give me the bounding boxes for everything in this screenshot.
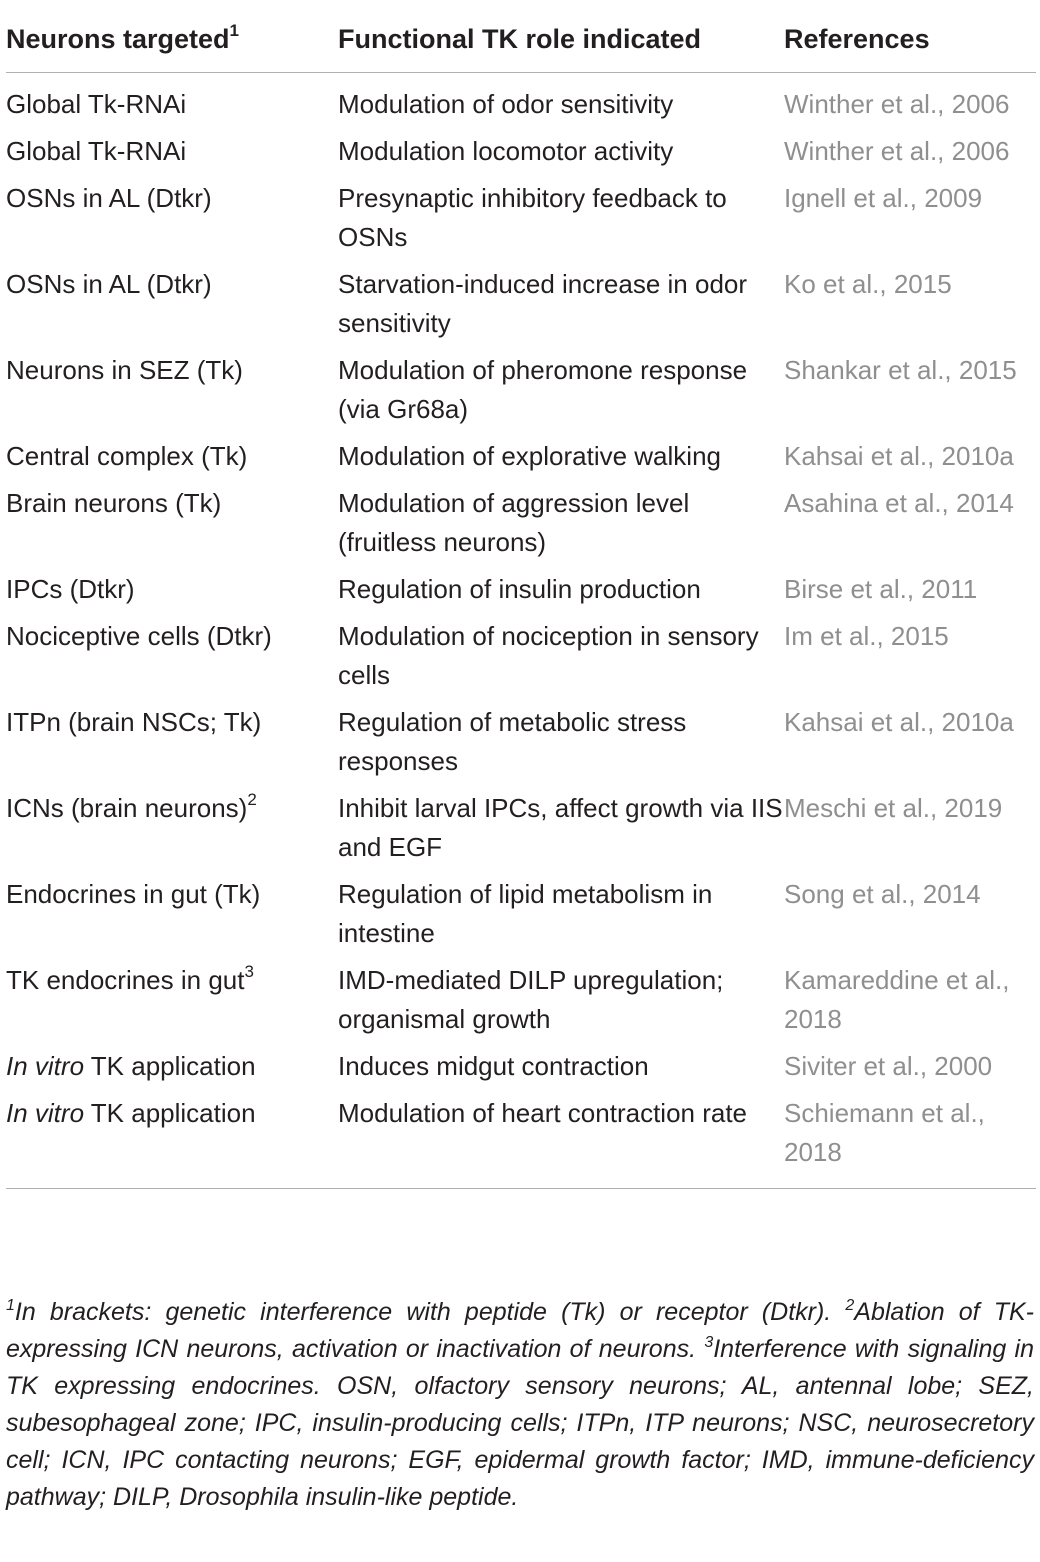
cell-neurons-targeted: [6, 1047, 338, 1094]
cell-reference: Kamareddine et al., 2018: [784, 965, 1010, 1034]
cell-neurons-targeted: [6, 132, 338, 179]
tk-function-table: [6, 0, 1036, 1189]
cell-functional-role: Modulation of nociception in sensory cells: [338, 621, 759, 690]
cell-text: TK endocrines in gut: [6, 965, 245, 995]
cell-reference: Song et al., 2014: [784, 879, 981, 909]
cell-neurons-targeted: [6, 265, 338, 351]
header-references: References: [784, 24, 930, 54]
header-neurons-targeted: Neurons targeted$^1$: [6, 21, 240, 54]
cell-text: IPCs (Dtkr): [6, 574, 135, 604]
table-row: [6, 703, 1036, 789]
cell-functional-role: Modulation of odor sensitivity: [338, 89, 674, 119]
table-row: [6, 437, 1036, 484]
cell-text: Global Tk-RNAi: [6, 136, 187, 166]
cell-text: ITPn (brain NSCs; Tk): [6, 707, 262, 737]
table-row: [6, 132, 1036, 179]
cell-reference: Siviter et al., 2000: [784, 1051, 993, 1081]
table-row: [6, 265, 1036, 351]
cell-italic-prefix: In vitro: [6, 1051, 85, 1081]
cell-functional-role: Regulation of insulin production: [338, 574, 701, 604]
cell-neurons-targeted: [6, 570, 338, 617]
cell-neurons-targeted: [6, 351, 338, 437]
cell-reference: Winther et al., 2006: [784, 89, 1010, 119]
cell-neurons-targeted: [6, 179, 338, 265]
cell-text: OSNs in AL (Dtkr): [6, 269, 212, 299]
cell-reference: Asahina et al., 2014: [784, 488, 1014, 518]
cell-neurons-targeted: [6, 875, 338, 961]
cell-italic-prefix: In vitro: [6, 1098, 85, 1128]
cell-functional-role: Presynaptic inhibitory feedback to OSNs: [338, 183, 727, 252]
cell-reference: Ko et al., 2015: [784, 269, 952, 299]
cell-reference: Winther et al., 2006: [784, 136, 1010, 166]
header-row: [6, 0, 1036, 73]
footnote-marker-2: 2: [845, 1296, 855, 1314]
cell-text: TK application: [84, 1098, 256, 1128]
cell-reference: Kahsai et al., 2010a: [784, 707, 1014, 737]
table-row: [6, 1047, 1036, 1094]
footnote-marker: 2: [247, 790, 257, 810]
table-row: [6, 617, 1036, 703]
footnote-text-3: Interference with signaling in TK expressing endocrines. OSN, olfactory sensory neurons; AL, antennal lobe; SEZ, subesophageal zone; IPC, insulin-producing cells; ITPn, ITP neurons; NSC, neurosecretory cell; ICN, IPC contacting neurons; EGF, epidermal growth factor; IMD, immune-deficiency pathway; DILP, Drosophila insulin-like peptide.: [6, 1335, 1034, 1511]
cell-text: Central complex (Tk): [6, 441, 248, 471]
cell-neurons-targeted: [6, 437, 338, 484]
cell-functional-role: Modulation locomotor activity: [338, 136, 674, 166]
cell-functional-role: Modulation of heart contraction rate: [338, 1098, 748, 1128]
cell-neurons-targeted: [6, 961, 338, 1047]
table-row: [6, 1094, 1036, 1189]
table-row: [6, 73, 1036, 133]
cell-reference: Meschi et al., 2019: [784, 793, 1003, 823]
footnote-marker-3: 3: [704, 1333, 714, 1351]
cell-neurons-targeted: [6, 1094, 338, 1189]
cell-text: Brain neurons (Tk): [6, 488, 222, 518]
table-row: [6, 961, 1036, 1047]
cell-functional-role: Regulation of lipid metabolism in intestine: [338, 879, 713, 948]
footnote-marker-1: 1: [6, 1296, 15, 1314]
table-row: [6, 484, 1036, 570]
table-row: [6, 179, 1036, 265]
cell-neurons-targeted: [6, 789, 338, 875]
cell-text: OSNs in AL (Dtkr): [6, 183, 212, 213]
table-row: [6, 789, 1036, 875]
cell-functional-role: Inhibit larval IPCs, affect growth via IIS and EGF: [338, 793, 783, 862]
cell-reference: Schiemann et al., 2018: [784, 1098, 985, 1167]
cell-neurons-targeted: [6, 73, 338, 133]
cell-functional-role: IMD-mediated DILP upregulation; organismal growth: [338, 965, 724, 1034]
footnote-text-2: Ablation of TK-expressing ICN neurons, activation or inactivation of neurons.: [6, 1298, 1035, 1363]
cell-functional-role: Modulation of pheromone response (via Gr68a): [338, 355, 748, 424]
footnote-marker: 3: [244, 962, 254, 982]
cell-neurons-targeted: [6, 617, 338, 703]
cell-reference: Kahsai et al., 2010a: [784, 441, 1014, 471]
cell-text: Endocrines in gut (Tk): [6, 879, 261, 909]
footnote-text-1: In brackets: genetic interference with peptide (Tk) or receptor (Dtkr).: [14, 1298, 846, 1326]
table-header: [6, 0, 1036, 73]
cell-reference: Shankar et al., 2015: [784, 355, 1017, 385]
cell-neurons-targeted: [6, 703, 338, 789]
cell-text: Global Tk-RNAi: [6, 89, 187, 119]
table-body: [6, 73, 1036, 1189]
cell-functional-role: Induces midgut contraction: [338, 1051, 649, 1081]
table-row: [6, 570, 1036, 617]
table-footnote: [6, 1294, 1034, 1516]
cell-neurons-targeted: [6, 484, 338, 570]
cell-reference: Im et al., 2015: [784, 621, 949, 651]
cell-text: Neurons in SEZ (Tk): [6, 355, 243, 385]
table-row: [6, 351, 1036, 437]
cell-reference: Birse et al., 2011: [784, 574, 978, 604]
table-row: [6, 875, 1036, 961]
cell-reference: Ignell et al., 2009: [784, 183, 983, 213]
cell-text: Nociceptive cells (Dtkr): [6, 621, 272, 651]
cell-text: TK application: [84, 1051, 256, 1081]
cell-functional-role: Starvation-induced increase in odor sensitivity: [338, 269, 748, 338]
header-functional-role: Functional TK role indicated: [338, 24, 702, 54]
cell-functional-role: Modulation of aggression level (fruitless neurons): [338, 488, 690, 557]
cell-functional-role: Regulation of metabolic stress responses: [338, 707, 687, 776]
header-footnote-marker: 1: [229, 21, 240, 40]
cell-text: ICNs (brain neurons): [6, 793, 248, 823]
cell-functional-role: Modulation of explorative walking: [338, 441, 721, 471]
